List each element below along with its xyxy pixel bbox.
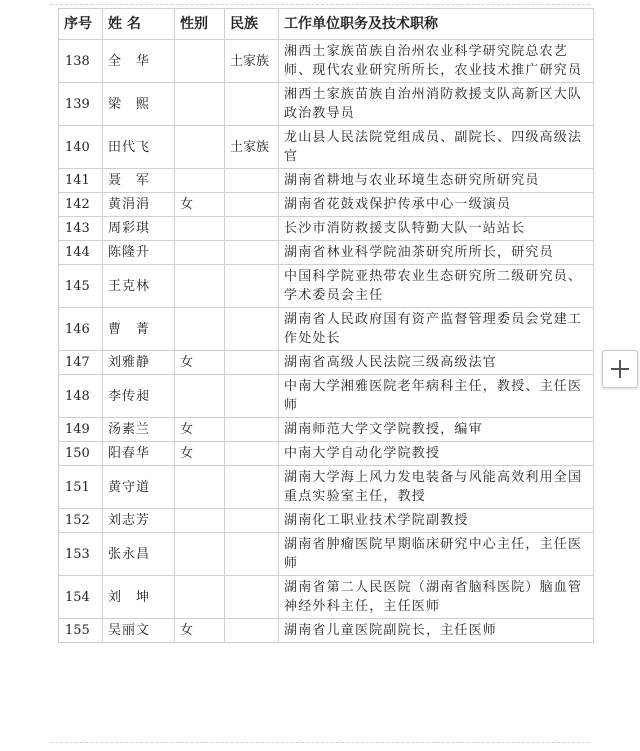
cell-no: 154 [59,576,103,619]
cell-position: 湖南师范大学文学院教授，编审 [279,418,594,442]
page-bottom-edge [50,742,590,751]
table-row [59,126,594,169]
cell-no: 140 [59,126,103,169]
cell-position: 中南大学湘雅医院老年病科主任，教授、主任医师 [279,375,594,418]
cell-position: 湖南省高级人民法院三级高级法官 [279,351,594,375]
cell-name: 黄守道 [103,466,175,509]
cell-gender: 女 [175,418,225,442]
table-row [59,533,594,576]
table-header-row [59,9,594,40]
cell-name: 田代飞 [103,126,175,169]
plus-icon [611,360,629,378]
cell-ethnicity [225,193,279,217]
cell-position: 湖南省肿瘤医院早期临床研究中心主任，主任医师 [279,533,594,576]
cell-position: 中南大学自动化学院教授 [279,442,594,466]
header-gender: 性别 [175,9,225,40]
header-no: 序号 [59,9,103,40]
cell-no: 152 [59,509,103,533]
header-name: 姓 名 [103,9,175,40]
cell-gender [175,83,225,126]
cell-name: 黄涓涓 [103,193,175,217]
cell-ethnicity [225,375,279,418]
cell-no: 150 [59,442,103,466]
cell-name: 刘志芳 [103,509,175,533]
cell-ethnicity [225,418,279,442]
cell-gender [175,265,225,308]
cell-ethnicity: 土家族 [225,40,279,83]
cell-position: 湖南省人民政府国有资产监督管理委员会党建工作处处长 [279,308,594,351]
cell-ethnicity [225,265,279,308]
table-row [59,576,594,619]
cell-no: 145 [59,265,103,308]
cell-gender [175,241,225,265]
cell-no: 139 [59,83,103,126]
cell-gender [175,308,225,351]
cell-name: 聂 军 [103,169,175,193]
table-row [59,308,594,351]
table-row [59,442,594,466]
cell-no: 153 [59,533,103,576]
cell-name: 汤素兰 [103,418,175,442]
table-row [59,466,594,509]
cell-no: 143 [59,217,103,241]
cell-position: 湖南省儿童医院副院长，主任医师 [279,619,594,643]
cell-gender [175,509,225,533]
table-row [59,351,594,375]
cell-gender: 女 [175,193,225,217]
cell-gender [175,375,225,418]
cell-name: 全 华 [103,40,175,83]
cell-name: 刘 坤 [103,576,175,619]
cell-position: 湖南省林业科学院油茶研究所所长，研究员 [279,241,594,265]
cell-position: 湘西土家族苗族自治州消防救援支队高新区大队政治教导员 [279,83,594,126]
table-row [59,83,594,126]
cell-no: 147 [59,351,103,375]
cell-name: 王克林 [103,265,175,308]
cell-ethnicity [225,308,279,351]
cell-name: 曹 菁 [103,308,175,351]
cell-ethnicity [225,217,279,241]
cell-gender [175,217,225,241]
table-row [59,241,594,265]
cell-no: 144 [59,241,103,265]
table-body [59,40,594,643]
cell-name: 陈隆升 [103,241,175,265]
table-row [59,375,594,418]
table-row [59,193,594,217]
cell-position: 湖南化工职业技术学院副教授 [279,509,594,533]
cell-position: 湖南省第二人民医院（湖南省脑科医院）脑血管神经外科主任，主任医师 [279,576,594,619]
cell-ethnicity [225,83,279,126]
cell-position: 湖南省耕地与农业环境生态研究所研究员 [279,169,594,193]
add-button[interactable] [602,350,638,388]
cell-gender [175,533,225,576]
cell-no: 148 [59,375,103,418]
cell-ethnicity: 土家族 [225,126,279,169]
cell-ethnicity [225,241,279,265]
cell-ethnicity [225,442,279,466]
cell-gender [175,126,225,169]
cell-position: 湘西土家族苗族自治州农业科学研究院总农艺师、现代农业研究所所长，农业技术推广研究员 [279,40,594,83]
cell-ethnicity [225,619,279,643]
cell-no: 146 [59,308,103,351]
cell-ethnicity [225,351,279,375]
member-table [58,8,594,643]
cell-gender: 女 [175,442,225,466]
cell-name: 刘雅静 [103,351,175,375]
cell-no: 149 [59,418,103,442]
cell-no: 155 [59,619,103,643]
table-row [59,619,594,643]
cell-name: 张永昌 [103,533,175,576]
cell-position: 湖南大学海上风力发电装备与风能高效利用全国重点实验室主任，教授 [279,466,594,509]
table-row [59,40,594,83]
cell-gender [175,40,225,83]
cell-gender [175,466,225,509]
cell-ethnicity [225,509,279,533]
cell-no: 142 [59,193,103,217]
cell-gender [175,169,225,193]
cell-position: 长沙市消防救援支队特勤大队一站站长 [279,217,594,241]
cell-ethnicity [225,533,279,576]
cell-no: 141 [59,169,103,193]
cell-gender: 女 [175,351,225,375]
table-row [59,169,594,193]
cell-position: 湖南省花鼓戏保护传承中心一级演员 [279,193,594,217]
cell-name: 周彩琪 [103,217,175,241]
cell-name: 梁 熙 [103,83,175,126]
cell-name: 阳春华 [103,442,175,466]
table-row [59,217,594,241]
cell-ethnicity [225,466,279,509]
cell-position: 中国科学院亚热带农业生态研究所二级研究员、学术委员会主任 [279,265,594,308]
cell-gender [175,576,225,619]
cell-name: 吴丽文 [103,619,175,643]
header-position: 工作单位职务及技术职称 [279,9,594,40]
cell-no: 151 [59,466,103,509]
cell-position: 龙山县人民法院党组成员、副院长、四级高级法官 [279,126,594,169]
cell-ethnicity [225,576,279,619]
header-ethnicity: 民族 [225,9,279,40]
table-row [59,509,594,533]
page-top-edge [50,0,590,5]
table-row [59,418,594,442]
cell-no: 138 [59,40,103,83]
cell-gender: 女 [175,619,225,643]
cell-name: 李传昶 [103,375,175,418]
table-row [59,265,594,308]
cell-ethnicity [225,169,279,193]
